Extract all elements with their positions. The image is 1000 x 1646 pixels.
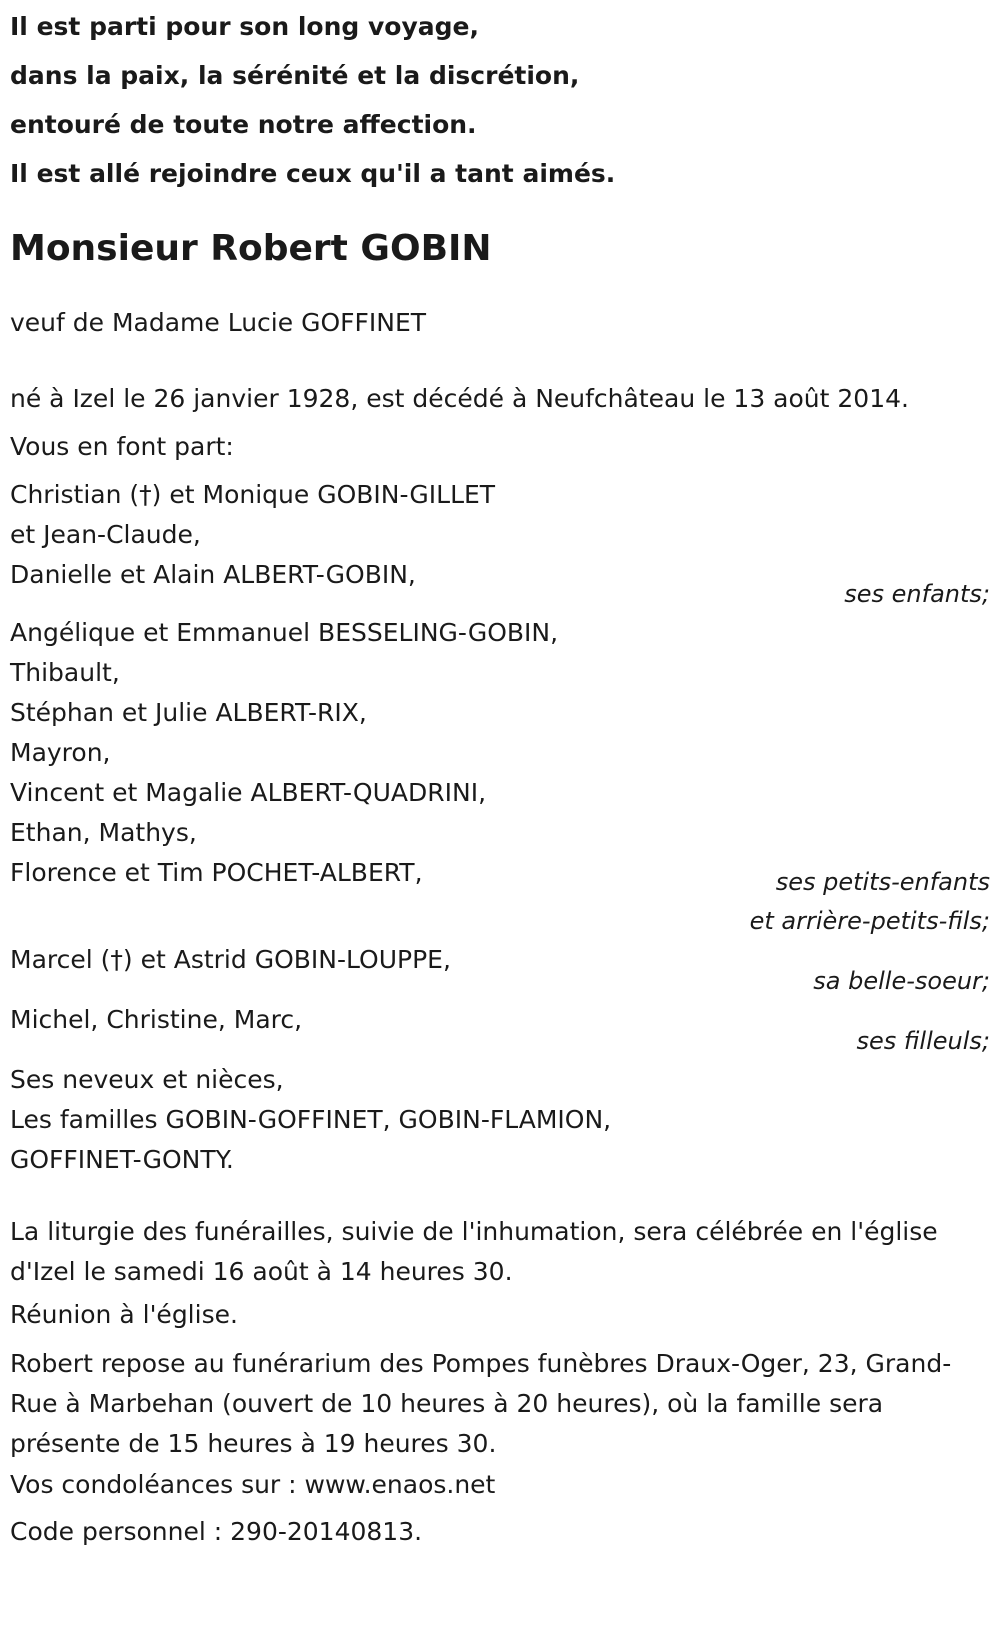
intro-line: dans la paix, la sérénité et la discrétion, [10, 61, 580, 90]
intro-line: Il est allé rejoindre ceux qu'il a tant aimés. [10, 159, 616, 188]
birth-death-line: né à Izel le 26 janvier 1928, est décédé à Neufchâteau le 13 août 2014. [10, 384, 909, 413]
condolences-text: Vos condoléances sur : www.enaos.net [10, 1470, 496, 1499]
role-sister-in-law: sa belle-soeur; [813, 967, 990, 995]
obituary-document [10, 0, 990, 1546]
family-line: Christian (†) et Monique GOBIN-GILLET [10, 480, 496, 509]
grandchildren-group [10, 613, 558, 893]
family-line: Mayron, [10, 738, 111, 767]
deceased-name: Monsieur Robert GOBIN [10, 228, 492, 269]
announcement-intro: Vous en font part: [10, 432, 234, 461]
family-line: Vincent et Magalie ALBERT-QUADRINI, [10, 778, 487, 807]
meeting-text: Réunion à l'église. [10, 1300, 238, 1329]
role-grandchildren: ses petits-enfants [775, 868, 990, 896]
family-line: Marcel (†) et Astrid GOBIN-LOUPPE, [10, 945, 451, 974]
family-line: Florence et Tim POCHET-ALBERT, [10, 858, 423, 887]
family-line: Michel, Christine, Marc, [10, 1005, 303, 1034]
intro-line: entouré de toute notre affection. [10, 110, 477, 139]
intro-line: Il est parti pour son long voyage, [10, 12, 479, 41]
family-line: Angélique et Emmanuel BESSELING-GOBIN, [10, 618, 559, 647]
personal-code: Code personnel : 290-20140813. [10, 1517, 423, 1546]
funerarium-text: Robert repose au funérarium des Pompes funèbres Draux-Oger, 23, Grand-Rue à Marbehan (ouvert de 10 heures à 20 heures), où la famille sera présente de 15 heures à 19 heures 30. [10, 1349, 952, 1458]
families-group [10, 1060, 611, 1180]
role-children: ses enfants; [844, 580, 990, 608]
spouse-line: veuf de Madame Lucie GOFFINET [10, 308, 427, 337]
family-line: et Jean-Claude, [10, 520, 201, 549]
family-line: GOFFINET-GONTY. [10, 1145, 234, 1174]
intro-poem [10, 2, 990, 198]
role-great-grandchildren: et arrière-petits-fils; [749, 907, 990, 935]
family-line: Danielle et Alain ALBERT-GOBIN, [10, 560, 416, 589]
role-godchildren: ses filleuls; [856, 1027, 990, 1055]
children-group [10, 475, 495, 595]
family-line: Ses neveux et nièces, [10, 1065, 284, 1094]
family-line: Ethan, Mathys, [10, 818, 197, 847]
family-line: Thibault, [10, 658, 120, 687]
liturgy-text: La liturgie des funérailles, suivie de l'inhumation, sera célébrée en l'église d'Izel le samedi 16 août à 14 heures 30. [10, 1217, 938, 1286]
family-line: Stéphan et Julie ALBERT-RIX, [10, 698, 367, 727]
family-line: Les familles GOBIN-GOFFINET, GOBIN-FLAMION, [10, 1105, 612, 1134]
